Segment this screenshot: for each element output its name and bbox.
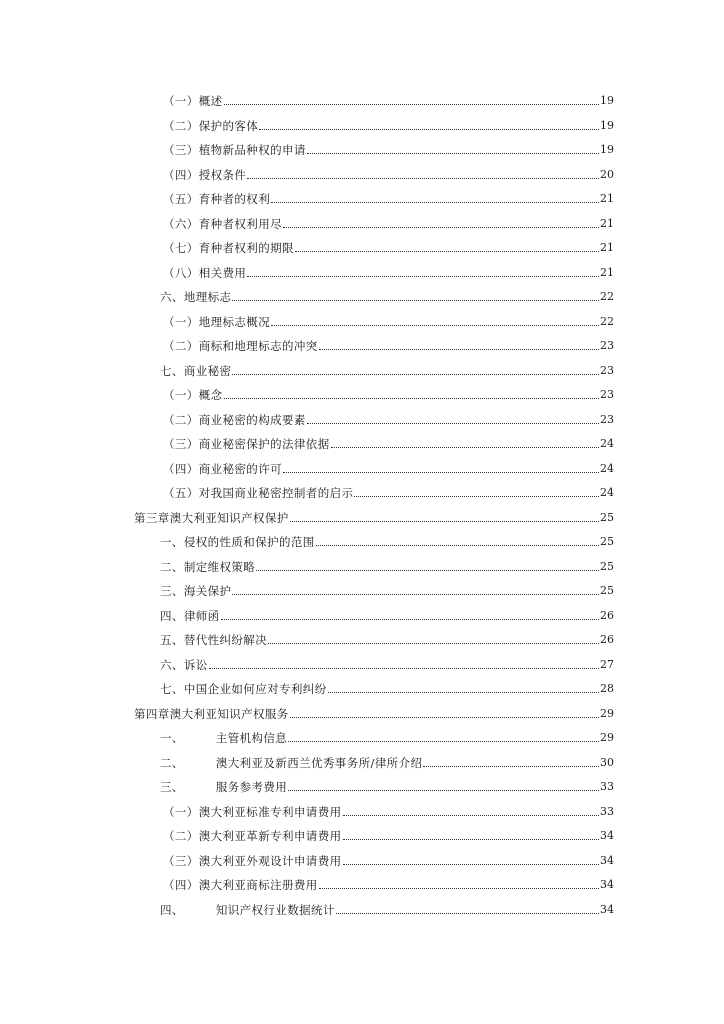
toc-entry[interactable] [160,648,614,672]
toc-entry[interactable] [160,770,614,794]
toc-entry[interactable] [163,844,614,868]
toc-entry[interactable] [160,599,614,623]
toc-entry[interactable] [163,476,614,500]
toc-entry-title: 地理标志 [183,290,232,304]
toc-dot-leader [290,521,599,522]
toc-entry-title: 主管机构信息 [215,731,288,745]
toc-entry-number: （六） [163,216,199,231]
toc-dot-leader [343,839,599,840]
toc-dot-leader [271,202,599,203]
toc-entry-title: 概念 [198,388,223,402]
toc-entry[interactable] [163,256,614,280]
toc-entry-number: （五） [163,192,199,206]
toc-entry-title: 澳大利亚知识产权保护 [169,510,289,525]
toc-entry[interactable] [160,746,614,770]
toc-dot-leader [319,349,599,350]
toc-page-number: 24 [600,437,614,450]
toc-entry-number: 一、 [160,731,184,745]
toc-dot-leader [343,815,599,816]
toc-entry-title: 知识产权行业数据统计 [215,902,335,917]
toc-entry-number: （一） [163,388,199,402]
toc-entry-title: 替代性纠纷解决 [183,633,268,647]
toc-page-number: 21 [600,216,614,230]
toc-page-number: 21 [600,241,614,254]
toc-page-number: 23 [600,412,614,426]
toc-entry-title: 育种者权利的期限 [198,241,294,255]
toc-entry-number: 七、 [160,363,184,378]
toc-dot-leader [247,178,599,179]
toc-entry[interactable] [160,893,614,917]
toc-entry-title: 澳大利亚商标注册费用 [198,878,318,892]
toc-page-number: 34 [600,829,614,842]
toc-page-number: 34 [600,853,614,867]
toc-entry-number: （三） [163,853,199,868]
toc-page-number: 23 [600,388,614,401]
toc-entry-title: 商业秘密 [183,363,232,378]
toc-entry-title: 诉讼 [183,657,208,672]
toc-page-number: 34 [600,878,614,891]
toc-entry-title: 育种者的权利 [198,192,271,206]
toc-page-number: 33 [600,804,614,818]
toc-dot-leader [331,447,599,448]
toc-entry-number: （八） [163,265,199,280]
toc-entry-title: 澳大利亚革新专利申请费用 [198,829,342,843]
toc-entry-title: 商标和地理标志的冲突 [198,339,318,353]
toc-entry-title: 澳大利亚及新西兰优秀事务所/律所介绍 [215,755,423,770]
toc-entry-title: 商业秘密保护的法律依据 [198,437,330,451]
toc-entry-title: 海关保护 [183,584,232,598]
toc-entry[interactable] [163,207,614,231]
toc-dot-leader [328,692,599,693]
toc-dot-leader [336,913,599,914]
toc-entry-title: 中国企业如何应对专利纠纷 [183,682,327,696]
toc-entry-title: 商业秘密的许可 [198,461,283,476]
toc-dot-leader [232,300,599,301]
toc-page-number: 25 [600,535,614,548]
toc-entry-title: 地理标志概况 [198,314,271,329]
toc-entry[interactable] [163,329,614,353]
toc-entry-number: 四、 [160,608,184,623]
toc-entry-number: 一、 [160,535,184,549]
toc-entry-number: 七、 [160,682,184,696]
toc-dot-leader [259,129,599,130]
toc-dot-leader [343,864,599,865]
toc-page-number: 29 [600,706,614,720]
toc-entry-number: （二） [163,339,199,353]
toc-entry[interactable] [134,697,614,721]
toc-entry[interactable] [160,623,614,647]
toc-entry-number: （四） [163,461,199,476]
toc-entry-number: （一） [163,94,199,108]
toc-entry-number: 三、 [160,780,184,794]
toc-page-number: 25 [600,510,614,524]
toc-entry-number: 四、 [160,902,184,917]
toc-entry[interactable] [163,158,614,182]
toc-entry[interactable] [163,795,614,819]
toc-entry-title: 律师函 [183,608,220,623]
toc-entry[interactable] [163,403,614,427]
toc-dot-leader [307,423,599,424]
toc-page-number: 29 [600,731,614,744]
toc-dot-leader [423,766,599,767]
toc-page-number: 19 [600,143,614,156]
toc-entry[interactable] [163,84,614,108]
toc-entry[interactable] [160,525,614,549]
toc-entry[interactable] [134,501,614,525]
toc-entry-title: 概述 [198,94,223,108]
toc-dot-leader [268,643,599,644]
toc-entry-number: （三） [163,143,199,157]
toc-entry[interactable] [163,133,614,157]
toc-entry-number: 第三章 [134,510,170,525]
toc-dot-leader [283,227,599,228]
toc-page-number: 21 [600,265,614,279]
toc-entry-title: 制定维权策略 [183,559,256,574]
toc-dot-leader [307,153,599,154]
toc-entry[interactable] [160,672,614,696]
toc-entry[interactable] [163,231,614,255]
toc-dot-leader [224,104,599,105]
toc-entry-number: （四） [163,167,199,182]
toc-dot-leader [290,717,599,718]
toc-entry[interactable] [163,305,614,329]
toc-page-number: 22 [600,290,614,303]
toc-entry[interactable] [160,574,614,598]
toc-dot-leader [271,325,599,326]
toc-dot-leader [256,570,599,571]
toc-page-number: 26 [600,633,614,646]
toc-entry[interactable] [163,109,614,133]
toc-entry-title: 服务参考费用 [215,780,288,794]
toc-entry[interactable] [160,550,614,574]
toc-page-number: 28 [600,682,614,695]
toc-entry-title: 相关费用 [198,265,247,280]
toc-page-number: 24 [600,461,614,475]
toc-entry-title: 育种者权利用尽 [198,216,283,231]
toc-entry-number: （四） [163,878,199,892]
toc-page-number: 30 [600,755,614,769]
toc-dot-leader [232,594,599,595]
toc-entry-title: 侵权的性质和保护的范围 [183,535,315,549]
toc-dot-leader [247,276,599,277]
toc-page-number: 25 [600,559,614,573]
toc-entry-title: 对我国商业秘密控制者的启示 [198,486,354,500]
toc-page-number: 19 [600,118,614,132]
toc-entry-number: （二） [163,829,199,843]
toc-dot-leader [224,398,599,399]
toc-dot-leader [316,545,599,546]
toc-dot-leader [354,496,599,497]
toc-entry[interactable] [160,354,614,378]
toc-page-number: 19 [600,94,614,107]
toc-entry[interactable] [163,427,614,451]
toc-entry[interactable] [160,280,614,304]
toc-dot-leader [221,619,599,620]
toc-entry-title: 澳大利亚知识产权服务 [169,706,289,721]
toc-dot-leader [283,472,599,473]
toc-page-number: 23 [600,339,614,352]
toc-entry-number: （一） [163,804,199,819]
toc-entry-number: 六、 [160,290,184,304]
toc-entry-title: 保护的客体 [198,118,259,133]
toc-page-number: 21 [600,192,614,205]
toc-page-number: 27 [600,657,614,671]
toc-page-number: 25 [600,584,614,597]
toc-entry-number: 第四章 [134,706,170,721]
toc-page-number: 33 [600,780,614,793]
toc-entry-number: 五、 [160,633,184,647]
toc-page-number: 34 [600,902,614,916]
toc-entry-title: 植物新品种权的申请 [198,143,306,157]
toc-entry-number: 三、 [160,584,184,598]
toc-dot-leader [288,741,599,742]
toc-entry-number: 二、 [160,755,184,770]
toc-entry[interactable] [163,452,614,476]
toc-entry-number: （三） [163,437,199,451]
toc-dot-leader [319,888,599,889]
toc-entry[interactable] [160,721,614,745]
toc-entry-number: 二、 [160,559,184,574]
toc-page-number: 22 [600,314,614,328]
toc-entry[interactable] [163,182,614,206]
toc-entry-number: 六、 [160,657,184,672]
toc-entry-title: 授权条件 [198,167,247,182]
toc-entry-number: （一） [163,314,199,329]
toc-entry-title: 商业秘密的构成要素 [198,412,306,427]
toc-entry[interactable] [163,378,614,402]
toc-page-number: 26 [600,608,614,622]
toc-entry[interactable] [163,868,614,892]
toc-dot-leader [232,374,599,375]
toc-page-number: 20 [600,167,614,181]
toc-entry-number: （七） [163,241,199,255]
toc-page-number: 24 [600,486,614,499]
toc-entry-number: （五） [163,486,199,500]
toc-entry-title: 澳大利亚标准专利申请费用 [198,804,342,819]
toc-entry-title: 澳大利亚外观设计申请费用 [198,853,342,868]
toc-entry-number: （二） [163,412,199,427]
toc-dot-leader [209,668,599,669]
toc-entry[interactable] [163,819,614,843]
toc-dot-leader [295,251,599,252]
toc-page-number: 23 [600,363,614,377]
toc-dot-leader [288,790,599,791]
toc-entry-number: （二） [163,118,199,133]
